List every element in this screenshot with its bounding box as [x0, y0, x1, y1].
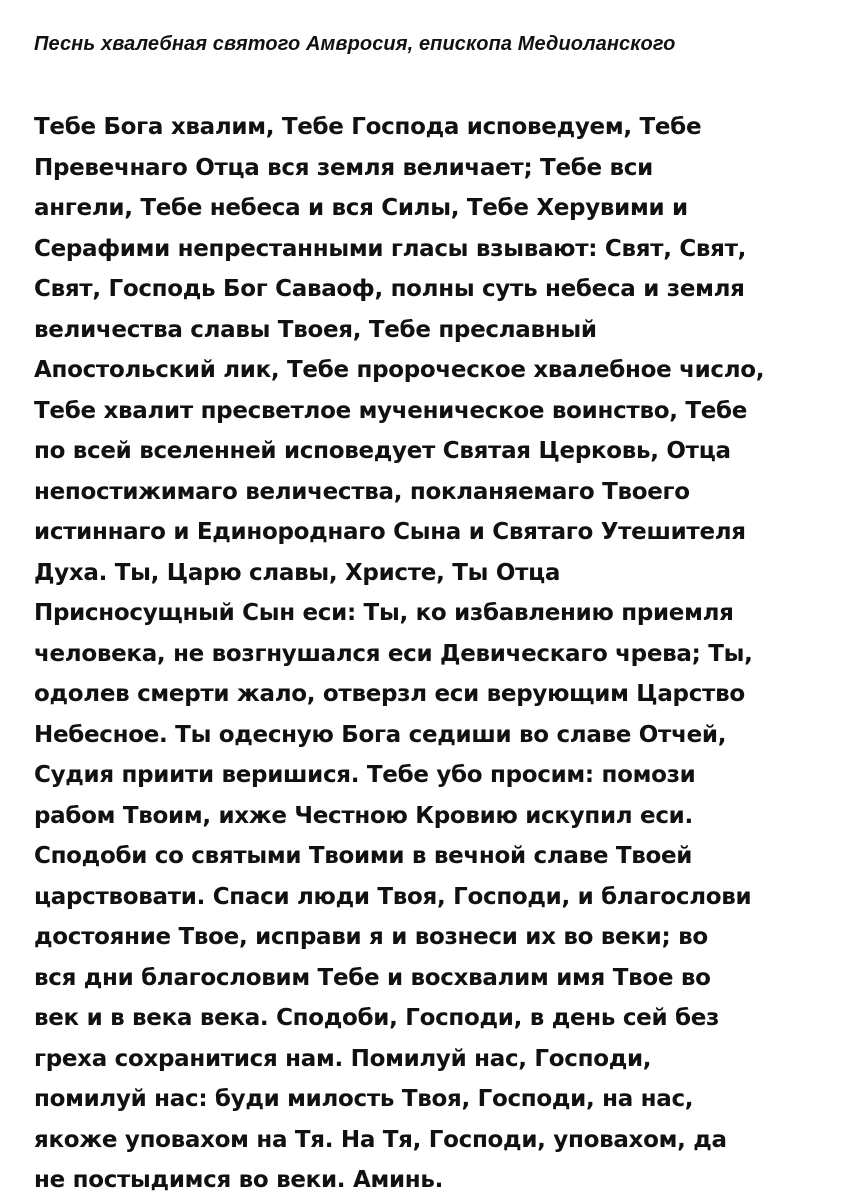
text-line: Свят, Господь Бог Саваоф, полны суть небеса и земля — [34, 276, 745, 302]
text-line: Небесное. Ты одесную Бога седиши во славе Отчей, — [34, 721, 727, 748]
text-line: Тебе Бога хвалим, Тебе Господа исповедуем, Тебе — [34, 114, 702, 140]
text-line: вся дни благословим Тебе и восхвалим имя Твое во — [34, 964, 711, 991]
text-line: по всей вселенней исповедует Святая Церковь, Отца — [34, 438, 731, 464]
text-line: Судия приити веришися. Тебе убо просим: помози — [34, 762, 696, 788]
text-line: век и в века века. Сподоби, Господи, в день сей без — [34, 1005, 720, 1031]
text-line: достояние Твое, исправи я и вознеси их во веки; во — [34, 924, 708, 950]
text-line: Присносущный Сын еси: Ты, ко избавлению приемля — [34, 600, 734, 626]
text-line: Превечнаго Отца вся земля величает; Тебе вси — [34, 154, 653, 181]
text-line: непостижимаго величества, покланяемаго Твоего — [34, 478, 690, 505]
text-line: Апостольский лик, Тебе пророческое хвалебное число, — [34, 357, 765, 383]
text-line: греха сохранитися нам. Помилуй нас, Господи, — [34, 1045, 652, 1072]
text-line: одолев смерти жало, отверзл еси верующим Царство — [34, 681, 745, 707]
text-line: помилуй нас: буди милость Твоя, Господи, на нас, — [34, 1086, 694, 1112]
text-line: Духа. Ты, Царю славы, Христе, Ты Отца — [34, 559, 561, 586]
text-line: рабом Твоим, ихже Честною Кровию искупил еси. — [34, 802, 693, 829]
text-line: истиннаго и Единороднаго Сына и Святаго Утешителя — [34, 519, 746, 545]
text-line: якоже уповахом на Тя. На Тя, Господи, уповахом, да — [34, 1126, 727, 1153]
text-line: царствовати. Спаси люди Твоя, Господи, и благослови — [34, 883, 752, 910]
text-line: Сподоби со святыми Твоими в вечной славе Твоей — [34, 843, 693, 869]
text-line: не постыдимся во веки. Аминь. — [34, 1167, 444, 1193]
text-line: ангели, Тебе небеса и вся Силы, Тебе Херувими и — [34, 195, 688, 221]
text-line: Тебе хвалит пресветлое мученическое воинство, Тебе — [34, 397, 748, 424]
hymn-text — [34, 107, 854, 1201]
document-title: Песнь хвалебная святого Амвросия, епископа Медиоланского — [34, 33, 676, 55]
text-line: человека, не возгнушался еси Девическаго чрева; Ты, — [34, 640, 753, 667]
text-line: величества славы Твоея, Тебе преславный — [34, 316, 597, 343]
text-line: Серафими непрестанными гласы взывают: Свят, Свят, — [34, 235, 747, 262]
